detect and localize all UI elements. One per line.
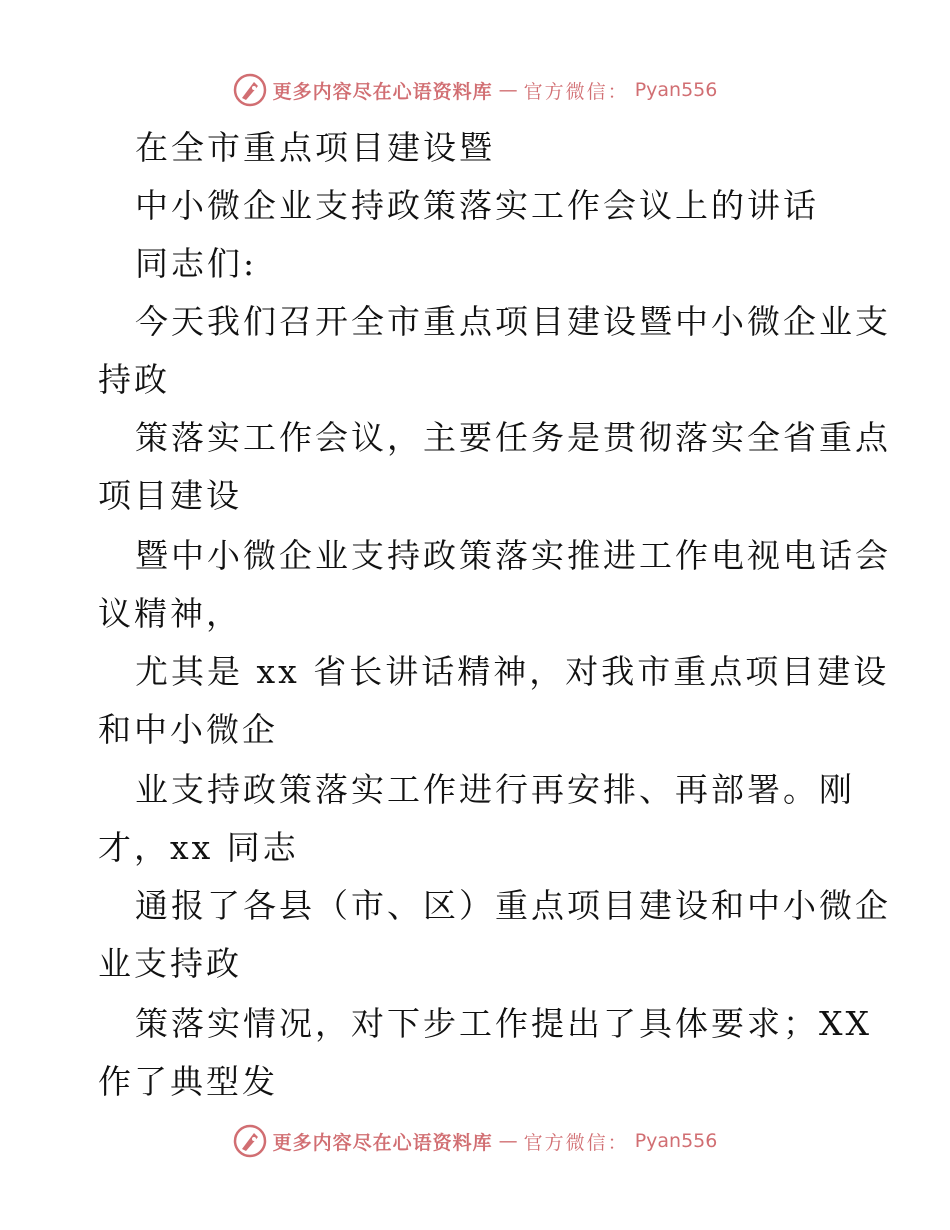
- body-line: 作了典型发: [98, 1062, 278, 1101]
- watermark-wechat-label: 官方微信：: [523, 1131, 629, 1154]
- body-line: 策落实工作会议，主要任务是贯彻落实全省重点: [135, 418, 891, 457]
- body-line: 暨中小微企业支持政策落实推进工作电视电话会: [135, 536, 891, 575]
- body-line: 尤其是 xx 省长讲话精神，对我市重点项目建设: [135, 652, 890, 691]
- watermark-main-text: 更多内容尽在心语资料库: [272, 80, 493, 103]
- watermark-wechat-id: Pyan556: [634, 1130, 718, 1152]
- watermark-main-text: 更多内容尽在心语资料库: [272, 1131, 493, 1154]
- watermark-banner-bottom: [0, 1121, 950, 1161]
- salutation: 同志们:: [135, 244, 258, 283]
- body-line: 持政: [98, 360, 170, 399]
- watermark-separator: —: [498, 1130, 518, 1152]
- document-title-line-1: 在全市重点项目建设暨: [135, 128, 495, 167]
- watermark-wechat-id: Pyan556: [634, 79, 718, 101]
- body-line: 和中小微企: [98, 710, 278, 749]
- body-line: 今天我们召开全市重点项目建设暨中小微企业支: [135, 302, 891, 341]
- body-line: 通报了各县（市、区）重点项目建设和中小微企: [135, 886, 891, 925]
- body-line: 议精神，: [98, 594, 242, 633]
- body-line: 策落实情况，对下步工作提出了具体要求；XX: [135, 1004, 872, 1043]
- pen-nib-icon: [233, 73, 267, 107]
- body-line: 项目建设: [98, 476, 242, 515]
- watermark-wechat-label: 官方微信：: [523, 80, 629, 103]
- pen-nib-icon: [233, 1124, 267, 1158]
- watermark-separator: —: [498, 79, 518, 101]
- body-line: 业支持政策落实工作进行再安排、再部署。刚: [135, 770, 855, 809]
- watermark-banner-top: [0, 70, 950, 110]
- document-title-line-2: 中小微企业支持政策落实工作会议上的讲话: [135, 186, 819, 225]
- body-line: 才，xx 同志: [98, 828, 299, 867]
- body-line: 业支持政: [98, 944, 242, 983]
